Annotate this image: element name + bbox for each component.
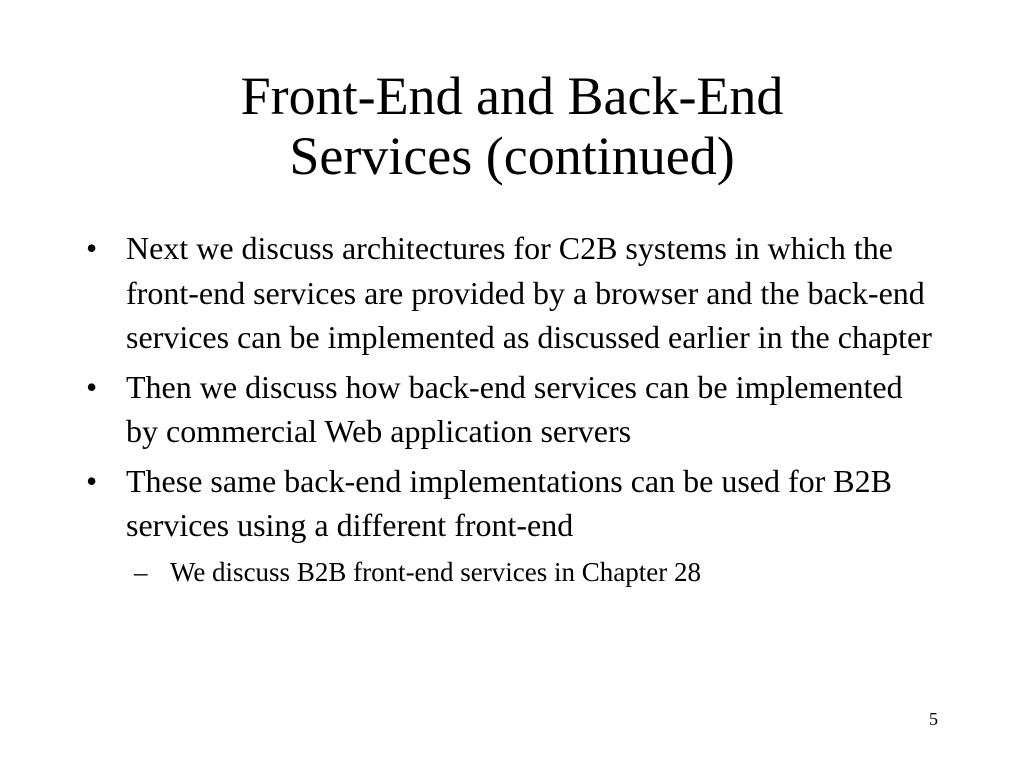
bullet-item	[82, 459, 942, 548]
bullet-marker: •	[86, 462, 98, 499]
bullet-item	[82, 226, 942, 360]
slide-title	[0, 66, 1024, 186]
sub-bullet-text: We discuss B2B front-end services in Chapter 28	[170, 556, 701, 587]
slide-title-line-2: Services (continued)	[289, 126, 735, 186]
bullet-item	[82, 365, 942, 454]
bullet-text: Next we discuss architectures for C2B systems in which the front-end services are provided by a browser and the back-end services can be implemented as discussed earlier in the chapter	[126, 230, 932, 355]
page-number: 5	[929, 709, 938, 729]
bullet-text: These same back-end implementations can be used for B2B services using a different front-end	[126, 462, 892, 543]
slide-body	[82, 226, 942, 591]
slide-title-line-1: Front-End and Back-End	[240, 66, 784, 126]
bullet-marker: •	[86, 368, 98, 405]
sub-bullet-item	[82, 553, 942, 591]
sub-bullet-marker: –	[134, 556, 148, 587]
bullet-text: Then we discuss how back-end services can be implemented by commercial Web application servers	[126, 368, 903, 449]
bullet-marker: •	[86, 230, 98, 266]
